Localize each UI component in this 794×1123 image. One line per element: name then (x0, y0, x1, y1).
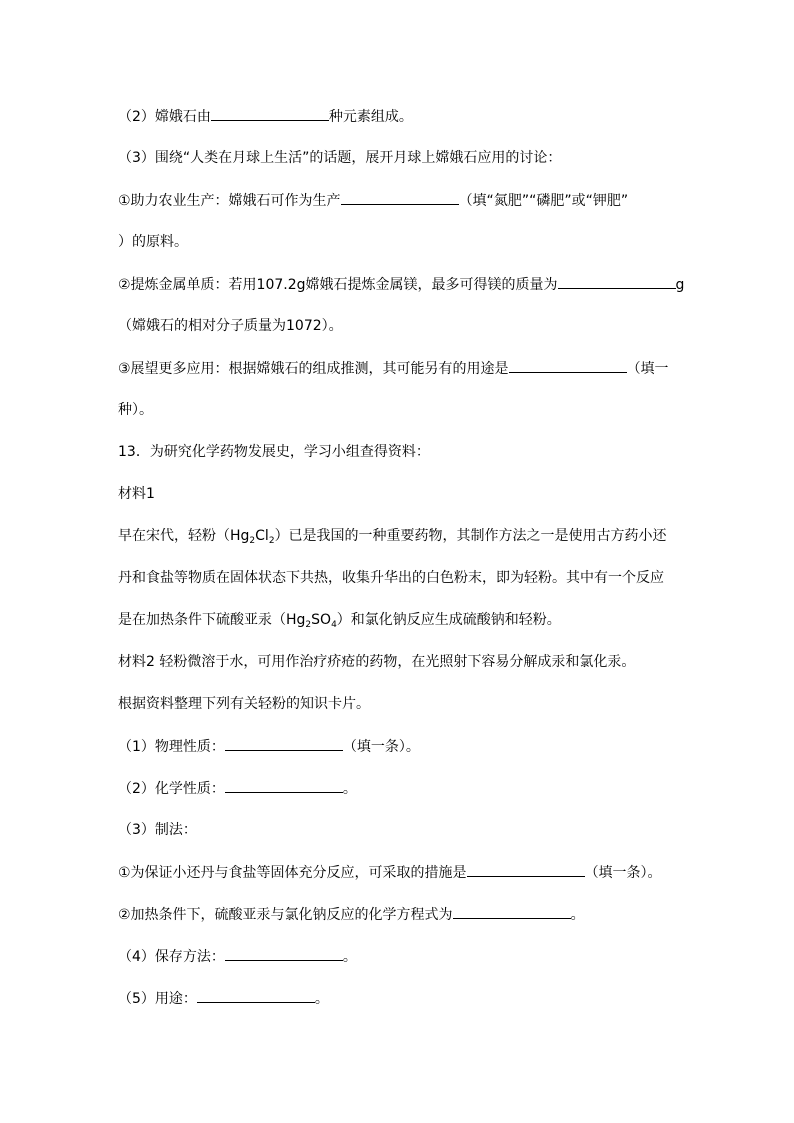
material1-line3 (118, 608, 561, 632)
item4-label: （4）保存方法： (118, 949, 225, 965)
item3-sub2-blank[interactable] (453, 902, 571, 919)
q13-stem-text: 13．为研究化学药物发展史，学习小组查得资料： (118, 444, 430, 460)
item4-blank[interactable] (225, 944, 343, 961)
subscript: 2 (305, 620, 312, 630)
subscript: 2 (249, 536, 256, 546)
q13-item3 (118, 818, 197, 842)
material1-line2 (118, 566, 664, 590)
item3-sub1-tail: （填一条）。 (584, 865, 662, 881)
item2-blank[interactable] (225, 776, 343, 793)
item3-label: （3）制法： (118, 822, 197, 838)
q13-intro (118, 692, 370, 716)
q12-sub3-text: ③展望更多应用：根据嫦娥石的组成推测，其可能另有的用途是 (118, 361, 509, 377)
item2-label: （2）化学性质： (118, 781, 225, 797)
q12-part2-blank[interactable] (211, 104, 329, 121)
text-segment: ）和氯化钠反应生成硫酸钠和轻粉。 (336, 612, 561, 628)
q12-sub1 (118, 188, 628, 212)
q13-item5 (118, 986, 329, 1010)
q13-item3-sub2 (118, 902, 585, 926)
q12-sub3-cont-text: 种）。 (118, 402, 153, 418)
q12-sub1-text: ①助力农业生产：嫦娥石可作为生产 (118, 193, 341, 209)
q12-part2-text: （2）嫦娥石由 (118, 109, 211, 125)
item5-blank[interactable] (197, 986, 315, 1003)
item5-tail: 。 (314, 991, 329, 1007)
material1-title-text: 材料1 (118, 486, 155, 502)
q12-sub3-blank[interactable] (509, 356, 627, 373)
item3-sub1-blank[interactable] (467, 860, 585, 877)
q12-sub2-text: ②提炼金属单质：若用107.2g嫦娥石提炼金属镁，最多可得镁的质量为 (118, 277, 558, 293)
material1-line1 (118, 524, 667, 548)
material1-line2-text: 丹和食盐等物质在固体状态下共热，收集升华出的白色粉末，即为轻粉。其中有一个反应 (118, 570, 664, 586)
q12-sub2 (118, 272, 684, 296)
q12-sub2-cont-text: （嫦娥石的相对分子质量为1072）。 (118, 318, 343, 334)
q12-part3 (118, 146, 561, 170)
item3-sub1-text: ①为保证小还丹与食盐等固体充分反应，可采取的措施是 (118, 865, 467, 881)
q12-sub2-tail: g (675, 277, 685, 293)
q12-sub3-cont (118, 398, 153, 422)
text-segment: Cl (255, 528, 269, 544)
q12-sub2-blank[interactable] (558, 272, 676, 289)
q13-item1 (118, 734, 420, 758)
material2-text: 材料2 轻粉微溶于水，可用作治疗疥疮的药物，在光照射下容易分解成汞和氯化汞。 (118, 654, 636, 670)
q12-part3-text: （3）围绕“人类在月球上生活”的话题，展开月球上嫦娥石应用的讨论： (118, 150, 562, 166)
q13-item3-sub1 (118, 860, 662, 884)
text-segment: 早在宋代，轻粉（Hg (118, 528, 250, 544)
item5-label: （5）用途： (118, 991, 197, 1007)
q12-part2 (118, 104, 413, 128)
q12-sub1-cont-text: ）的原料。 (118, 234, 188, 250)
text-segment: SO (311, 612, 332, 628)
q12-sub3 (118, 356, 669, 380)
item3-sub2-tail: 。 (570, 907, 585, 923)
item1-tail: （填一条）。 (342, 739, 420, 755)
subscript: 4 (331, 620, 337, 630)
item3-sub2-text: ②加热条件下，硫酸亚汞与氯化钠反应的化学方程式为 (118, 907, 453, 923)
q12-sub3-tail: （填一 (626, 361, 669, 377)
item4-tail: 。 (342, 949, 357, 965)
q13-intro-text: 根据资料整理下列有关轻粉的知识卡片。 (118, 696, 370, 712)
q13-stem (118, 440, 430, 464)
q13-item4 (118, 944, 357, 968)
item2-tail: 。 (342, 781, 357, 797)
q13-item2 (118, 776, 357, 800)
q12-sub1-blank[interactable] (341, 188, 459, 205)
material1-title (118, 482, 155, 506)
subscript: 2 (268, 536, 275, 546)
item1-label: （1）物理性质： (118, 739, 225, 755)
q12-sub1-cont (118, 230, 188, 254)
q12-part2-tail: 种元素组成。 (328, 109, 413, 125)
text-segment: ）已是我国的一种重要药物，其制作方法之一是使用古方药小还 (274, 528, 667, 544)
item1-blank[interactable] (225, 734, 343, 751)
q12-sub1-tail: （填“氮肥”“磷肥”或“钾肥” (458, 193, 629, 209)
material2 (118, 650, 635, 674)
text-segment: 是在加热条件下硫酸亚汞（Hg (118, 612, 306, 628)
q12-sub2-cont (118, 314, 343, 338)
